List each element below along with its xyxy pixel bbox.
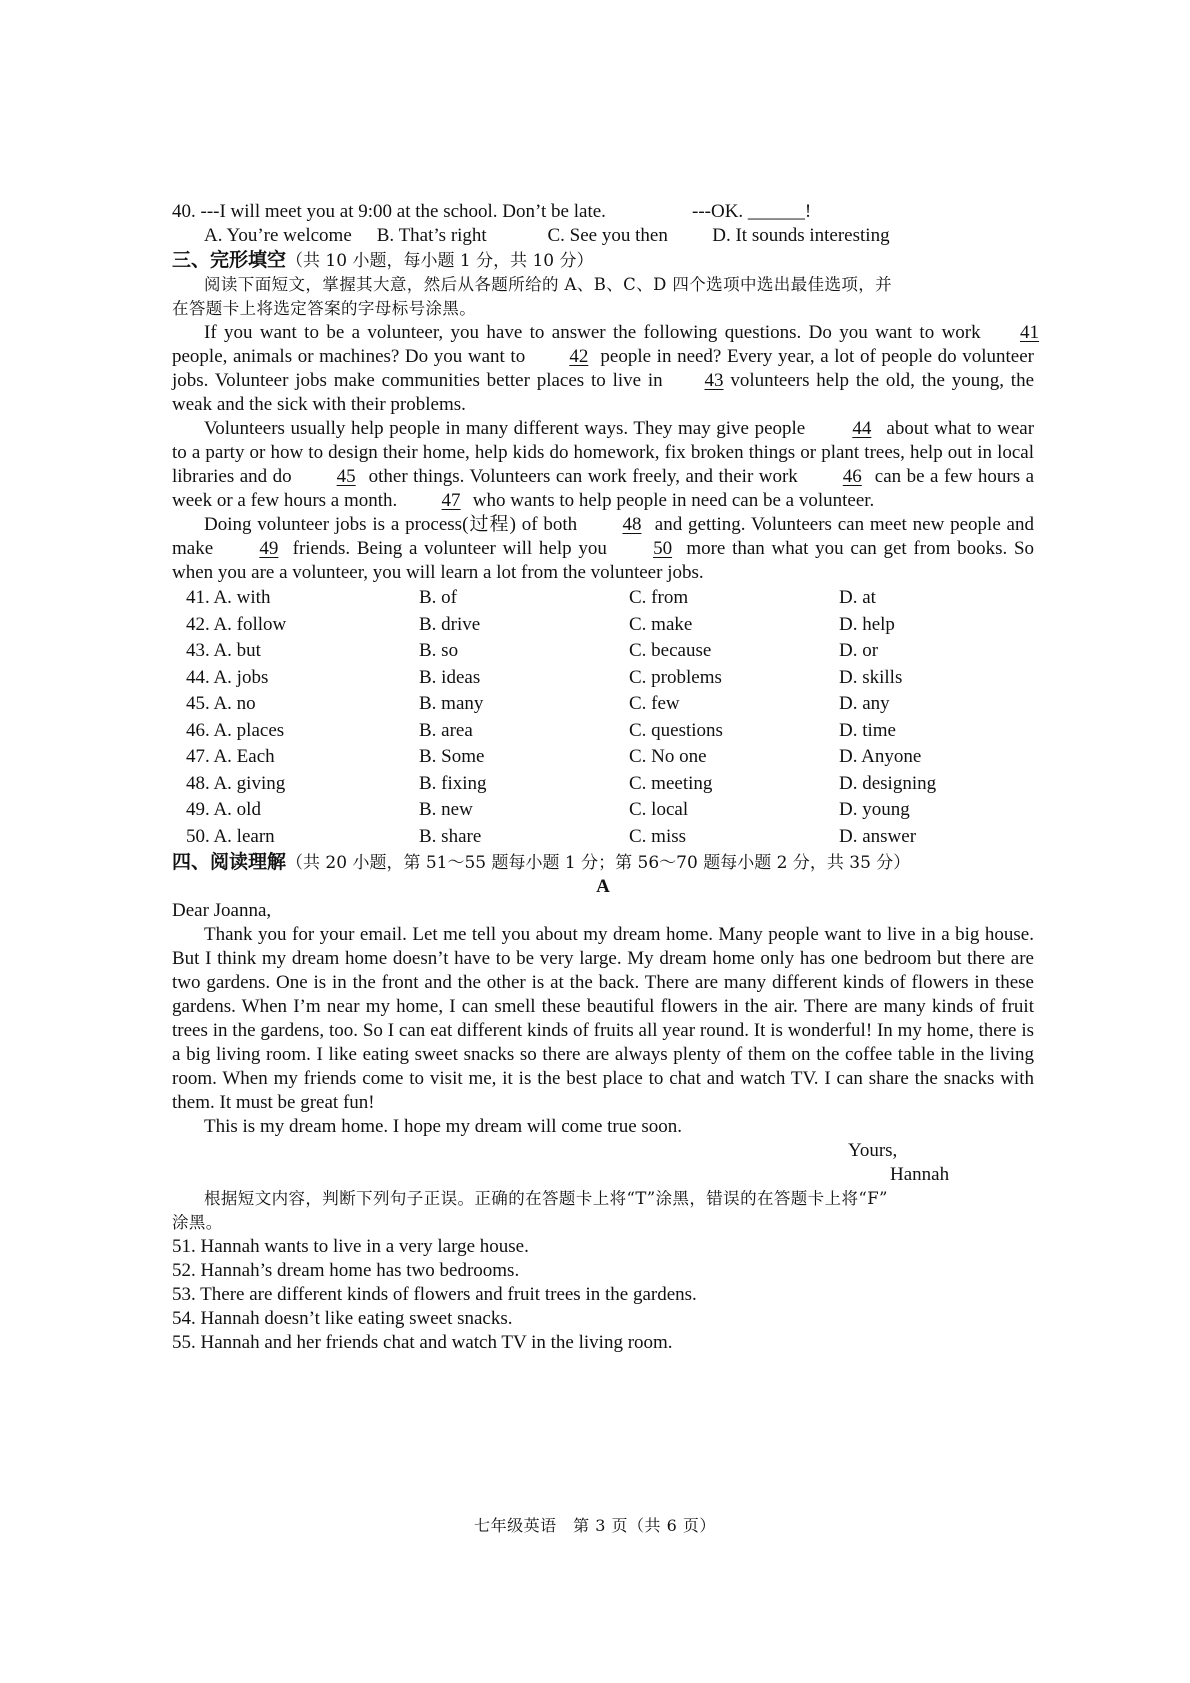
section-3-instruction-line1: 阅读下面短文，掌握其大意，然后从各题所给的 A、B、C、D 四个选项中选出最佳选项，并 bbox=[204, 275, 893, 294]
question-40-reply: ---OK. ______! bbox=[692, 201, 812, 222]
cloze-text: about what to wear to a party or how to design their home, help kids do homework, fix broken things or plant trees, help out in local libraries and do bbox=[172, 418, 1035, 487]
option-c: C. local bbox=[629, 799, 689, 821]
option-a: 41. A. with bbox=[186, 587, 271, 609]
option-d: D. answer bbox=[839, 825, 917, 847]
option-a: 48. A. giving bbox=[186, 772, 286, 794]
option-b: B. fixing bbox=[419, 772, 487, 794]
statement-54: 54. Hannah doesn’t like eating sweet snacks. bbox=[172, 1308, 513, 1329]
exam-page bbox=[172, 200, 1039, 1355]
statement-53: 53. There are different kinds of flowers and fruit trees in the gardens. bbox=[172, 1284, 697, 1305]
option-row-43 bbox=[172, 638, 1034, 665]
letter-sign-off: Yours, bbox=[848, 1140, 898, 1161]
option-a: 45. A. no bbox=[186, 693, 256, 715]
section-3-note: （共 10 小题，每小题 1 分，共 10 分） bbox=[286, 251, 594, 271]
blank-46: 46 bbox=[842, 466, 862, 487]
letter-closing-paragraph: This is my dream home. I hope my dream will come true soon. bbox=[204, 1116, 683, 1137]
question-40-stem: 40. ---I will meet you at 9:00 at the school. Don’t be late. bbox=[172, 201, 606, 222]
option-c: C. make bbox=[629, 613, 693, 635]
option-d: D. designing bbox=[839, 772, 937, 794]
option-row-47 bbox=[172, 744, 1034, 771]
option-b: B. so bbox=[419, 640, 459, 662]
option-row-50 bbox=[172, 824, 1034, 851]
cloze-text: people in need? Every year, a lot of people do volunteer jobs. Volunteer jobs make communities better places to live in bbox=[172, 346, 1034, 391]
option-row-41 bbox=[172, 585, 1034, 612]
option-b: B. share bbox=[419, 825, 482, 847]
option-b: B. area bbox=[419, 719, 473, 741]
option-c: C. because bbox=[629, 640, 712, 662]
option-b: B. Some bbox=[419, 746, 485, 768]
blank-45: 45 bbox=[336, 466, 356, 487]
blank-43: 43 bbox=[704, 370, 724, 391]
option-c: C. questions bbox=[629, 719, 723, 741]
cloze-text: Doing volunteer jobs is a process(过程) of both bbox=[204, 514, 578, 535]
section-4-instruction-line2: 涂黑。 bbox=[172, 1213, 223, 1232]
letter-body: Thank you for your email. Let me tell you about my dream home. Many people want to live in a big house. But I think my dream home doesn’t have to be very large. My dream home only has one bedroom but there are two gardens. One is in the front and the other is at the back. There are many different kinds of flowers in these gardens. When I’m near my home, I can smell these beautiful flowers in the air. There are many kinds of fruit trees in the gardens, too. So I can eat different kinds of fruits all year round. It is wonderful! In my home, there is a big living room. I like eating sweet snacks so there are always plenty of them on the coffee table in the living room. When my friends come to visit me, it is the best place to chat and watch TV. I can share the snacks with them. It must be great fun! bbox=[172, 924, 1034, 1113]
option-c: C. No one bbox=[629, 746, 707, 768]
option-a: 47. A. Each bbox=[186, 746, 275, 768]
cloze-paragraph-1 bbox=[172, 321, 1039, 417]
option-b: B. drive bbox=[419, 613, 481, 635]
blank-49: 49 bbox=[259, 538, 279, 559]
option-b: B. ideas bbox=[419, 666, 481, 688]
blank-47: 47 bbox=[441, 490, 461, 511]
blank-50: 50 bbox=[653, 538, 673, 559]
cloze-options bbox=[172, 585, 1034, 850]
cloze-text: friends. Being a volunteer will help you bbox=[292, 538, 607, 559]
cloze-text: volunteers help the old, the young, the weak and the sick with their problems. bbox=[172, 370, 1035, 415]
question-40 bbox=[172, 200, 1034, 224]
option-c: C. meeting bbox=[629, 772, 713, 794]
page-footer: 七年级英语 第 3 页（共 6 页） bbox=[474, 1516, 716, 1535]
section-4-note: （共 20 小题，第 51～55 题每小题 1 分；第 56～70 题每小题 2 分，共 35 分） bbox=[286, 853, 911, 873]
cloze-text: Volunteers usually help people in many different ways. They may give people bbox=[204, 418, 806, 439]
option-d: D. skills bbox=[839, 666, 903, 688]
statement-list bbox=[172, 1235, 1034, 1355]
option-a: 44. A. jobs bbox=[186, 666, 269, 688]
blank-41: 41 bbox=[1020, 322, 1039, 343]
option-d: D. any bbox=[839, 693, 890, 715]
statement-52: 52. Hannah’s dream home has two bedrooms. bbox=[172, 1260, 520, 1281]
section-4-title: 四、阅读理解 bbox=[172, 851, 287, 873]
cloze-text: who wants to help people in need can be a volunteer. bbox=[472, 490, 875, 511]
option-b: B. of bbox=[419, 587, 457, 609]
option-c: C. miss bbox=[629, 825, 687, 847]
blank-44: 44 bbox=[852, 418, 872, 439]
option-d: D. or bbox=[839, 640, 879, 662]
option-a: 43. A. but bbox=[186, 640, 261, 662]
section-3-heading bbox=[172, 248, 1034, 273]
option-b: B. new bbox=[419, 799, 473, 821]
question-40-options bbox=[172, 224, 1034, 248]
option-a: A. You’re welcome bbox=[204, 225, 352, 246]
blank-42: 42 bbox=[569, 346, 589, 367]
section-4-heading bbox=[172, 850, 1034, 875]
cloze-text: can be a few hours a week or a few hours a month. bbox=[172, 466, 1035, 511]
option-b: B. That’s right bbox=[376, 225, 487, 246]
section-3-title: 三、完形填空 bbox=[172, 249, 287, 271]
letter-greeting: Dear Joanna, bbox=[172, 900, 272, 921]
option-row-44 bbox=[172, 665, 1034, 692]
blank-48: 48 bbox=[622, 514, 642, 535]
cloze-text: people, animals or machines? Do you want to bbox=[172, 346, 526, 367]
option-b: B. many bbox=[419, 693, 484, 715]
option-row-42 bbox=[172, 612, 1034, 639]
option-row-49 bbox=[172, 797, 1034, 824]
option-a: 49. A. old bbox=[186, 799, 261, 821]
statement-55: 55. Hannah and her friends chat and watch TV in the living room. bbox=[172, 1332, 673, 1353]
option-c: C. few bbox=[629, 693, 680, 715]
option-a: 46. A. places bbox=[186, 719, 285, 741]
cloze-text: and getting. Volunteers can meet new people and make bbox=[172, 514, 1034, 559]
option-row-45 bbox=[172, 691, 1034, 718]
cloze-paragraph-2 bbox=[172, 417, 1034, 513]
statement-51: 51. Hannah wants to live in a very large house. bbox=[172, 1236, 529, 1257]
option-row-48 bbox=[172, 771, 1034, 798]
option-d: D. at bbox=[839, 587, 876, 609]
option-c: C. problems bbox=[629, 666, 722, 688]
option-a: 42. A. follow bbox=[186, 613, 287, 635]
cloze-text: If you want to be a volunteer, you have to answer the following questions. Do you want to work bbox=[204, 322, 981, 343]
option-c: C. from bbox=[629, 587, 689, 609]
section-3-instruction-line2: 在答题卡上将选定答案的字母标号涂黑。 bbox=[172, 299, 477, 318]
option-c: C. See you then bbox=[547, 225, 668, 246]
cloze-text: more than what you can get from books. So when you are a volunteer, you will learn a lot from the volunteer jobs. bbox=[172, 538, 1035, 583]
option-a: 50. A. learn bbox=[186, 825, 275, 847]
passage-label: A bbox=[596, 876, 610, 897]
option-row-46 bbox=[172, 718, 1034, 745]
cloze-paragraph-3 bbox=[172, 513, 1034, 585]
option-d: D. young bbox=[839, 799, 910, 821]
section-4-instruction-line1: 根据短文内容，判断下列句子正误。正确的在答题卡上将“T”涂黑，错误的在答题卡上将“F” bbox=[204, 1189, 888, 1208]
option-d: D. It sounds interesting bbox=[712, 225, 890, 246]
option-d: D. time bbox=[839, 719, 896, 741]
cloze-text: other things. Volunteers can work freely, and their work bbox=[368, 466, 798, 487]
option-d: D. help bbox=[839, 613, 895, 635]
option-d: D. Anyone bbox=[839, 746, 922, 768]
letter-signature: Hannah bbox=[890, 1164, 950, 1185]
